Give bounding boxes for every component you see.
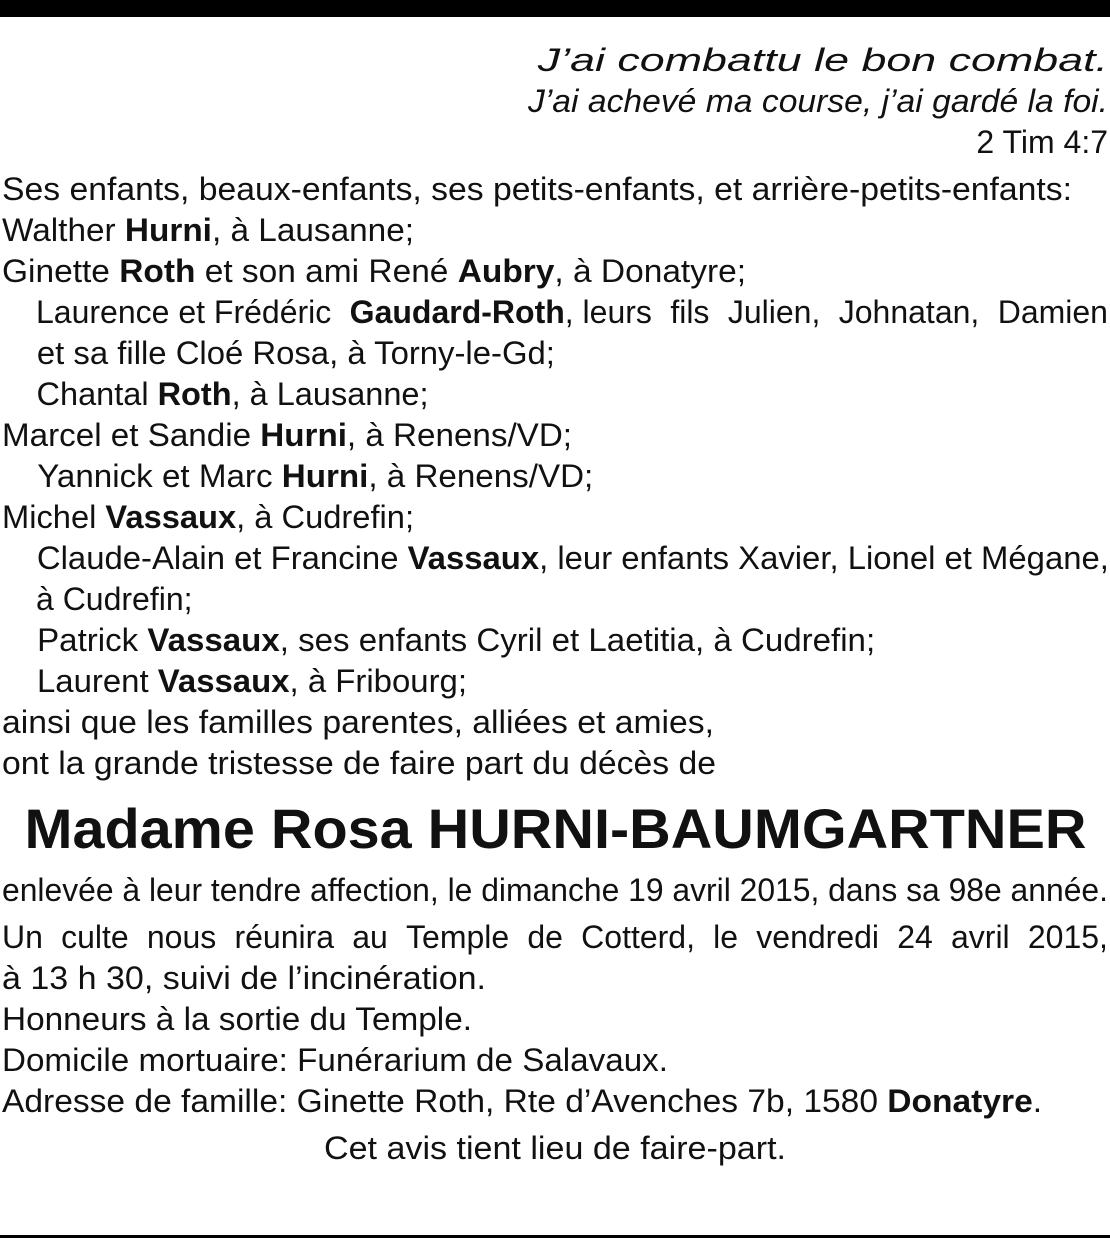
surname-group — [350, 292, 652, 333]
word: au — [352, 919, 388, 955]
word: le — [713, 919, 739, 955]
word: , leurs — [564, 294, 652, 330]
domicile-line: Domicile mortuaire: Funérarium de Salavaux. — [2, 1042, 668, 1078]
word: fils — [670, 294, 710, 330]
place: , à Lausanne; — [231, 376, 429, 412]
surname: Roth — [119, 253, 196, 289]
surname: Vassaux — [105, 499, 237, 535]
closing-line-2: ont la grande tristesse de faire part du décès de — [2, 745, 717, 781]
first-name: Laurent — [36, 663, 149, 699]
footer-line — [2, 1128, 1108, 1169]
word: avril — [950, 919, 1010, 955]
address-line — [2, 1081, 1110, 1122]
companion-text: et son ami René — [204, 253, 449, 289]
first-name: Ginette — [2, 253, 110, 289]
address-town: Donatyre — [887, 1083, 1033, 1119]
place: , à Lausanne; — [211, 212, 415, 248]
place: , à Renens/VD; — [346, 417, 573, 453]
first-name: Patrick — [37, 622, 139, 658]
word: réunira — [234, 919, 335, 955]
surname: Vassaux — [407, 540, 540, 576]
laurence-row — [36, 292, 1108, 333]
service-line — [2, 917, 1108, 958]
family-line-laurence — [2, 292, 1108, 333]
verse-line-1: J’ai combattu le bon combat. — [537, 42, 1108, 78]
passing-line: enlevée à leur tendre affection, le dimanche 19 avril 2015, dans sa 98e année. — [2, 872, 1108, 908]
honneurs-line: Honneurs à la sortie du Temple. — [2, 1001, 472, 1037]
surname: Gaudard-Roth — [349, 294, 565, 330]
word: Julien, — [727, 294, 821, 330]
top-rule — [0, 0, 1110, 17]
family-line-marcel — [2, 415, 1110, 456]
word: de — [527, 919, 563, 955]
family-line-patrick — [2, 620, 1110, 661]
place: , à Renens/VD; — [368, 458, 594, 494]
surname: Hurni — [281, 458, 369, 494]
word: Temple — [406, 919, 510, 955]
surname: Hurni — [260, 417, 347, 453]
family-line-ginette — [2, 251, 1110, 292]
first-names: Laurence et Frédéric — [36, 294, 332, 330]
family-line-laurence-cont: et sa fille Cloé Rosa, à Torny-le-Gd; — [36, 335, 555, 371]
word: 24 — [897, 919, 933, 955]
surname: Vassaux — [147, 622, 280, 658]
first-names: Claude-Alain et Francine — [36, 540, 399, 576]
surname: Vassaux — [157, 663, 290, 699]
companion-surname: Aubry — [457, 253, 555, 289]
bottom-rule — [0, 1235, 1110, 1238]
first-name: Walther — [2, 212, 116, 248]
verse-reference: 2 Tim 4:7 — [976, 124, 1108, 160]
word: Damien — [997, 294, 1108, 330]
address-end: . — [1032, 1083, 1043, 1119]
first-names: Yannick et Marc — [37, 458, 273, 494]
service-row — [2, 917, 1108, 958]
deceased-name — [2, 790, 1108, 868]
footer-text: Cet avis tient lieu de faire-part. — [323, 1130, 787, 1166]
children: , ses enfants Cyril et Laetitia, à Cudrefin; — [279, 622, 876, 658]
family-line-claude-cont: à Cudrefin; — [36, 581, 193, 617]
children: , leur enfants Xavier, Lionel et Mégane, — [539, 540, 1109, 576]
surname: Hurni — [124, 212, 212, 248]
closing-line-1: ainsi que les familles parentes, alliées et amies, — [2, 704, 714, 740]
word: culte — [61, 919, 129, 955]
family-line-claude — [2, 538, 1110, 579]
word: nous — [146, 919, 217, 955]
word: vendredi — [756, 919, 880, 955]
family-line-michel — [2, 497, 1110, 538]
first-name: Michel — [2, 499, 97, 535]
family-line-walther — [2, 210, 1110, 251]
place: , à Cudrefin; — [236, 499, 415, 535]
obituary-notice — [2, 40, 1108, 1169]
family-line-laurent — [2, 661, 1110, 702]
deceased-name-text: Madame Rosa HURNI-BAUMGARTNER — [24, 797, 1086, 860]
first-name: Chantal — [36, 376, 149, 412]
surname: Roth — [157, 376, 232, 412]
word: Cotterd, — [581, 919, 695, 955]
family-line-chantal — [2, 374, 1110, 415]
place: , à Fribourg; — [289, 663, 467, 699]
family-line-yannick — [2, 456, 1110, 497]
family-intro: Ses enfants, beaux-enfants, ses petits-enfants, et arrière-petits-enfants: — [2, 171, 1072, 207]
verse-line-2: J’ai achevé ma course, j’ai gardé la foi. — [527, 83, 1108, 119]
word: Johnatan, — [838, 294, 980, 330]
address-text: Adresse de famille: Ginette Roth, Rte d’Avenches 7b, 1580 — [2, 1083, 878, 1119]
service-line-cont: à 13 h 30, suivi de l’incinération. — [2, 960, 486, 996]
first-names: Marcel et Sandie — [2, 417, 252, 453]
word: Un — [2, 919, 43, 955]
word: 2015, — [1027, 919, 1108, 955]
place: , à Donatyre; — [554, 253, 747, 289]
